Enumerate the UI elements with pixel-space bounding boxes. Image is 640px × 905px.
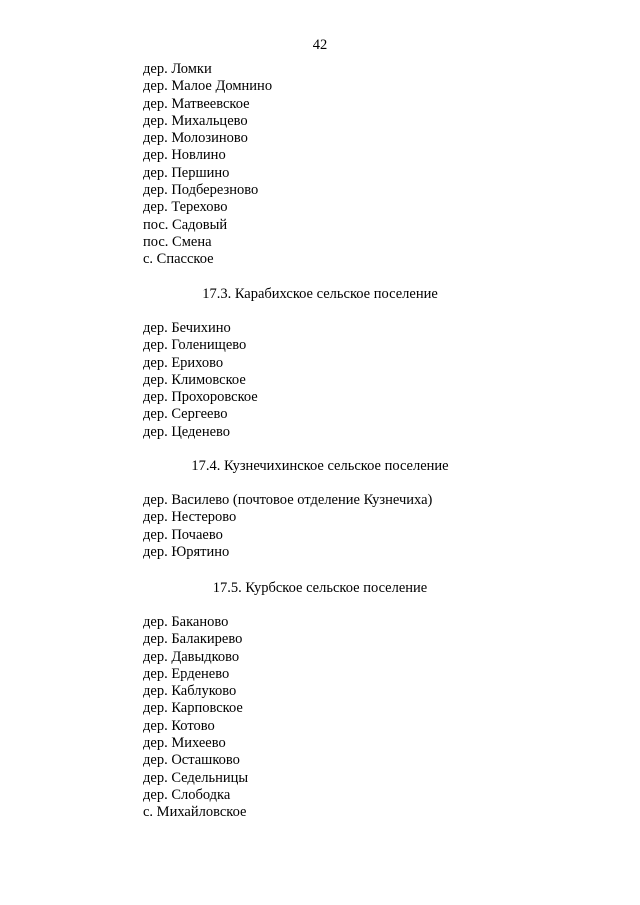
list-item: дер. Нестерово — [143, 509, 237, 526]
list-item: пос. Садовый — [143, 216, 228, 233]
list-item: дер. Давыдково — [143, 648, 240, 665]
list-item: дер. Голенищево — [143, 337, 247, 354]
settlement-list — [143, 492, 432, 561]
page-number: 42 — [312, 37, 328, 53]
list-item: с. Михайловское — [143, 804, 247, 821]
list-item: дер. Слободка — [143, 786, 231, 803]
list-item: дер. Михальцево — [143, 112, 248, 129]
list-item: пос. Смена — [143, 233, 212, 250]
list-item: дер. Баканово — [143, 614, 229, 630]
section-heading: 17.5. Курбское сельское поселение — [212, 580, 428, 596]
list-item: дер. Подберезново — [143, 182, 259, 199]
list-item: дер. Першино — [143, 164, 230, 181]
section-heading: 17.3. Карабихское сельское поселение — [202, 286, 438, 302]
list-item: дер. Карповское — [143, 700, 243, 717]
settlement-list — [143, 320, 258, 441]
list-item: дер. Климовское — [143, 371, 246, 388]
list-item: дер. Новлино — [143, 147, 226, 164]
list-item: дер. Василево (почтовое отделение Кузнечиха) — [143, 492, 433, 508]
settlement-list — [143, 614, 248, 822]
list-item: дер. Цеденево — [143, 423, 231, 440]
list-item: дер. Сергеево — [143, 406, 228, 423]
list-item: дер. Бечихино — [143, 320, 231, 336]
list-item: дер. Молозиново — [143, 130, 248, 147]
list-item: дер. Почаево — [143, 526, 223, 543]
list-item: дер. Терехово — [143, 199, 228, 216]
list-item: дер. Ломки — [143, 61, 212, 77]
list-item: дер. Ерихово — [143, 354, 224, 371]
list-item: дер. Прохоровское — [143, 389, 258, 406]
list-item: дер. Осташково — [143, 752, 240, 769]
list-item: с. Спасское — [143, 251, 214, 268]
list-item: дер. Ерденево — [143, 665, 230, 682]
settlement-list — [143, 61, 272, 269]
list-item: дер. Котово — [143, 717, 215, 734]
list-item: дер. Матвеевское — [143, 95, 250, 112]
list-item: дер. Балакирево — [143, 631, 243, 648]
list-item: дер. Михеево — [143, 735, 226, 752]
list-item: дер. Каблуково — [143, 683, 237, 700]
list-item: дер. Седельницы — [143, 769, 249, 786]
list-item: дер. Юрятино — [143, 543, 230, 560]
list-item: дер. Малое Домнино — [143, 78, 273, 95]
section-heading: 17.4. Кузнечихинское сельское поселение — [191, 458, 449, 474]
